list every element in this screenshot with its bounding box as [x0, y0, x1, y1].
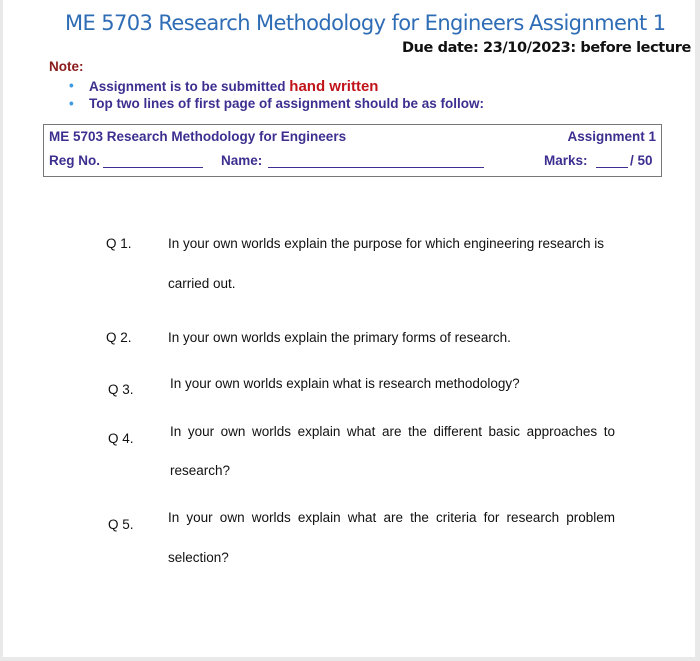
- question-4-line-2: research?: [170, 463, 231, 478]
- question-1-number: Q 1.: [106, 236, 132, 251]
- note-label: Note:: [49, 59, 84, 74]
- assignment-label: Assignment 1: [529, 11, 666, 35]
- note-bullet-1-emphasis: hand written: [289, 78, 379, 95]
- name-blank-line: [268, 167, 484, 168]
- note-bullet-1-prefix: Assignment is to be submitted: [89, 79, 290, 94]
- bullet-dot-icon: •: [69, 96, 74, 111]
- question-3-line-1: In your own worlds explain what is research methodology?: [170, 376, 520, 391]
- question-4-number: Q 4.: [108, 431, 134, 446]
- name-label: Name:: [221, 153, 263, 168]
- reg-no-label: Reg No.: [49, 153, 101, 168]
- header-template-box: [43, 124, 662, 177]
- question-3-number: Q 3.: [108, 382, 134, 397]
- assignment-page: [3, 0, 695, 657]
- question-5-line-1: In your own worlds explain what are the criteria for research problem: [168, 510, 615, 525]
- due-date: Due date: 23/10/2023: before lecture: [402, 40, 691, 56]
- box-assignment-label: Assignment 1: [567, 129, 656, 144]
- box-course-title: ME 5703 Research Methodology for Engineers: [49, 129, 347, 144]
- reg-no-blank-line: [103, 167, 203, 168]
- question-1-line-1: In your own worlds explain the purpose for which engineering research is: [168, 236, 604, 251]
- note-bullet-1: [69, 78, 569, 96]
- question-4-line-1: In your own worlds explain what are the different basic approaches to: [170, 424, 615, 439]
- note-bullet-1-text: [89, 78, 378, 95]
- question-5-number: Q 5.: [108, 517, 134, 532]
- question-2-line-1: In your own worlds explain the primary forms of research.: [168, 330, 511, 345]
- marks-label: Marks:: [544, 153, 588, 168]
- question-1-line-2: carried out.: [168, 276, 236, 291]
- marks-blank-line: [596, 167, 628, 168]
- note-bullet-2-text: Top two lines of first page of assignment should be as follow:: [89, 96, 485, 111]
- bullet-dot-icon: •: [69, 78, 74, 93]
- question-2-number: Q 2.: [106, 330, 132, 345]
- question-5-line-2: selection?: [168, 550, 229, 565]
- marks-total: / 50: [630, 153, 653, 168]
- course-title: ME 5703 Research Methodology for Engineers: [65, 11, 524, 35]
- note-bullet-2: [69, 96, 589, 114]
